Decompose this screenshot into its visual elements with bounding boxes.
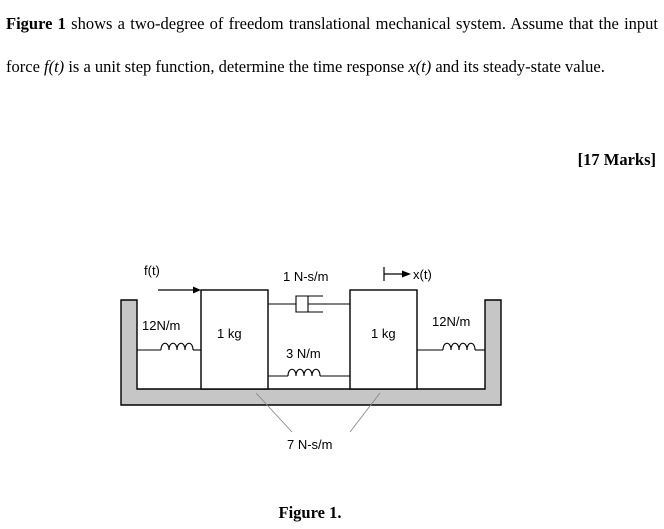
left-mass-label: 1 kg (217, 326, 242, 341)
middle-spring-icon (268, 369, 350, 376)
problem-text-part2: is a unit step function, determine the time response (64, 57, 409, 76)
input-force-symbol: f(t) (44, 57, 65, 76)
force-arrow-icon (158, 287, 201, 294)
output-symbol: x(t) (408, 57, 432, 76)
problem-text-part1: shows a two-degree of freedom translational mechanical system. Assume that the input force (6, 14, 658, 76)
problem-text-part3: and its steady-state value. (431, 57, 605, 76)
left-spring-icon (137, 343, 201, 350)
marks-label: [17 Marks] (577, 150, 656, 169)
bottom-damper-label: 7 N-s/m (287, 437, 333, 452)
right-mass-label: 1 kg (371, 326, 396, 341)
top-damper-label: 1 N-s/m (283, 269, 329, 284)
displacement-arrow-icon (384, 267, 411, 281)
right-spring-icon (417, 343, 485, 350)
figure-caption-container (0, 503, 664, 523)
figure-caption: Figure 1. (278, 503, 342, 522)
force-label: f(t) (144, 263, 160, 278)
top-damper-icon (268, 296, 350, 312)
right-spring-label: 12N/m (432, 314, 471, 329)
left-spring-label: 12N/m (142, 318, 181, 333)
middle-spring-label: 3 N/m (286, 346, 321, 361)
figure-reference: Figure 1 (6, 14, 66, 33)
displacement-label: x(t) (413, 267, 432, 282)
